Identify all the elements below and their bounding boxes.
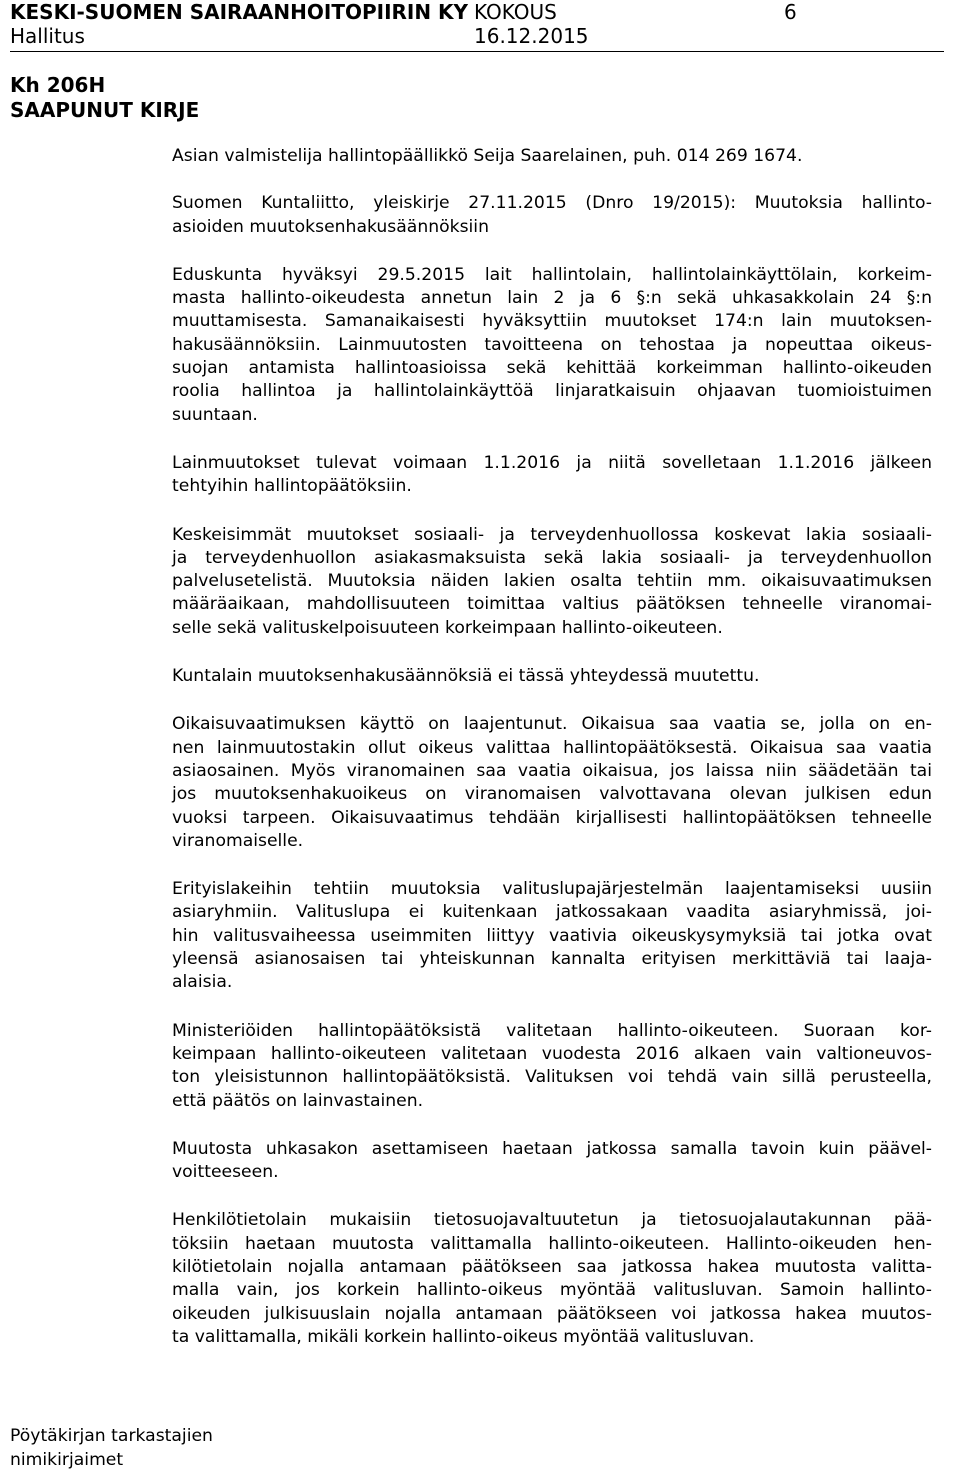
- text-line: hin valitusvaiheessa useimmiten liittyy vaativia oikeuskysymyksiä tai jotka ovat: [172, 925, 932, 946]
- text-line: Kuntalain muutoksenhakusäännöksiä ei tässä yhteydessä muutettu.: [172, 666, 760, 687]
- text-line: viranomaiselle.: [172, 830, 304, 851]
- text-line: Muutosta uhkasakon asettamiseen haetaan jatkossa samalla tavoin kuin päävel-: [172, 1138, 932, 1159]
- footer-label-line2: nimikirjaimet: [10, 1450, 124, 1470]
- text-line: Lainmuutokset tulevat voimaan 1.1.2016 ja niitä sovelletaan 1.1.2016 jälkeen: [172, 452, 932, 473]
- text-line: nen lainmuutostakin ollut oikeus valittaa hallintopäätöksestä. Oikaisua saa vaatia: [172, 737, 932, 758]
- text-line: roolia hallintoa ja hallintolainkäyttöä linjaratkaisuin ohjaavan tuomioistuimen: [172, 381, 932, 402]
- text-line: Eduskunta hyväksyi 29.5.2015 lait hallintolain, hallintolainkäyttölain, korkeim-: [172, 264, 932, 285]
- text-line: Keskeisimmät muutokset sosiaali- ja terveydenhuollossa koskevat lakia sosiaali-: [172, 524, 932, 545]
- text-line: Henkilötietolain mukaisiin tietosuojavaltuutetun ja tietosuojalautakunnan pää-: [172, 1210, 932, 1231]
- meeting-date: 16.12.2015: [474, 24, 589, 48]
- text-line: vuoksi tarpeen. Oikaisuvaatimus tehdään kirjallisesti hallintopäätöksen tehneelle: [172, 807, 932, 828]
- text-line: Erityislakeihin tehtiin muutoksia valituslupajärjestelmän laajentamiseksi uusiin: [172, 879, 932, 900]
- text-line: Oikaisuvaatimuksen käyttö on laajentunut. Oikaisua saa vaatia se, jolla on en-: [172, 714, 932, 735]
- paragraph-municipal-act: [172, 665, 932, 688]
- paragraph-leave-to-appeal: [172, 878, 932, 994]
- paragraph-conditional-fine: [172, 1138, 932, 1185]
- header-divider: [10, 51, 944, 52]
- text-line: määräaikaan, mahdollisuuteen toimittaa valtius päätöksen tehneelle viranomai-: [172, 594, 932, 615]
- text-line: muuttamisesta. Samanaikaisesti hyväksyttiin muutokset 174:n lain muutoksen-: [172, 311, 932, 332]
- paragraph-ministries: [172, 1020, 932, 1113]
- text-line: asiaryhmiin. Valituslupa ei kuitenkaan jatkossakaan vaadita asiaryhmissä, joi-: [172, 902, 932, 923]
- text-line: että päätös on lainvastainen.: [172, 1090, 424, 1111]
- text-line: Asian valmistelija hallintopäällikkö Seija Saarelainen, puh. 014 269 1674.: [172, 146, 803, 166]
- text-line: töksiin haetaan muutosta valittamalla hallinto-oikeuteen. Hallinto-oikeuden hen-: [172, 1233, 932, 1254]
- text-line: hakusäännöksiin. Lainmuutosten tavoitteena on tehostaa ja nopeuttaa oikeus-: [172, 334, 932, 355]
- section-title: SAAPUNUT KIRJE: [10, 98, 200, 122]
- text-line: tehtyihin hallintopäätöksiin.: [172, 476, 412, 497]
- text-line: asiaosainen. Myös viranomainen saa vaatia oikaisua, jos laissa niin säädetään tai: [172, 760, 932, 781]
- text-line: yleensä asianosaisen tai yhteiskunnan kannalta erityisen merkittäviä tai laaja-: [172, 949, 932, 970]
- text-line: Suomen Kuntaliitto, yleiskirje 27.11.2015 (Dnro 19/2015): Muutoksia hallinto-: [172, 193, 932, 214]
- text-line: malla vain, jos korkein hallinto-oikeus myöntää valitusluvan. Samoin hallinto-: [172, 1280, 932, 1301]
- text-line: suuntaan.: [172, 404, 258, 425]
- paragraph-rectification: [172, 713, 932, 853]
- text-line: suojan antamista hallintoasioissa sekä kehittää korkeimman hallinto-oikeuden: [172, 358, 932, 379]
- text-line: ta valittamalla, mikäli korkein hallinto-oikeus myöntää valitusluvan.: [172, 1326, 755, 1347]
- document-type: KOKOUS: [474, 0, 557, 24]
- text-line: alaisia.: [172, 972, 233, 993]
- paragraph-kuntaliitto-letter: [172, 192, 932, 239]
- minutes-reviewer-initials: [10, 1424, 213, 1472]
- paragraph-entry-into-force: [172, 452, 932, 499]
- paragraph-personal-data: [172, 1209, 932, 1349]
- text-line: asioiden muutoksenhakusäännöksiin: [172, 216, 489, 237]
- text-line: kilötietolain nojalla antamaan päätökseen saa jatkossa hakea muutosta valitta-: [172, 1256, 932, 1277]
- text-line: keimpaan hallinto-oikeuteen valitetaan vuodesta 2016 alkaen vain valtioneuvos-: [172, 1043, 932, 1064]
- text-line: masta hallinto-oikeudesta annetun lain 2 ja 6 §:n sekä uhkasakkolain 24 §:n: [172, 288, 932, 309]
- text-line: Ministeriöiden hallintopäätöksistä valitetaan hallinto-oikeuteen. Suoraan kor-: [172, 1020, 932, 1041]
- document-header: [0, 0, 960, 52]
- governing-body: Hallitus: [10, 24, 85, 48]
- document-body: [172, 145, 932, 1349]
- paragraph-preparer: [172, 145, 932, 168]
- section-id: Kh 206H: [10, 73, 106, 97]
- page-number: 6: [784, 0, 797, 24]
- text-line: selle sekä valituskelpoisuuteen korkeimpaan hallinto-oikeuteen.: [172, 617, 723, 638]
- text-line: palvelusetelistä. Muutoksia näiden lakien osalta tehtiin mm. oikaisuvaatimuksen: [172, 571, 932, 592]
- text-line: jos muutoksenhakuoikeus on viranomaisen valvottavana olevan julkisen edun: [172, 784, 932, 805]
- organization-name: KESKI-SUOMEN SAIRAANHOITOPIIRIN KY: [10, 0, 469, 24]
- text-line: ja terveydenhuollon asiakasmaksuista sekä lakia sosiaali- ja terveydenhuollon: [172, 547, 932, 568]
- footer-label-line1: Pöytäkirjan tarkastajien: [10, 1426, 213, 1446]
- paragraph-key-changes: [172, 524, 932, 640]
- text-line: oikeuden julkisuuslain nojalla antamaan päätökseen voi jatkossa hakea muutos-: [172, 1303, 932, 1324]
- text-line: ton yleisistunnon hallintopäätöksistä. Valituksen voi tehdä vain sillä perusteella,: [172, 1067, 932, 1088]
- paragraph-parliament-approval: [172, 264, 932, 427]
- text-line: voitteeseen.: [172, 1162, 279, 1183]
